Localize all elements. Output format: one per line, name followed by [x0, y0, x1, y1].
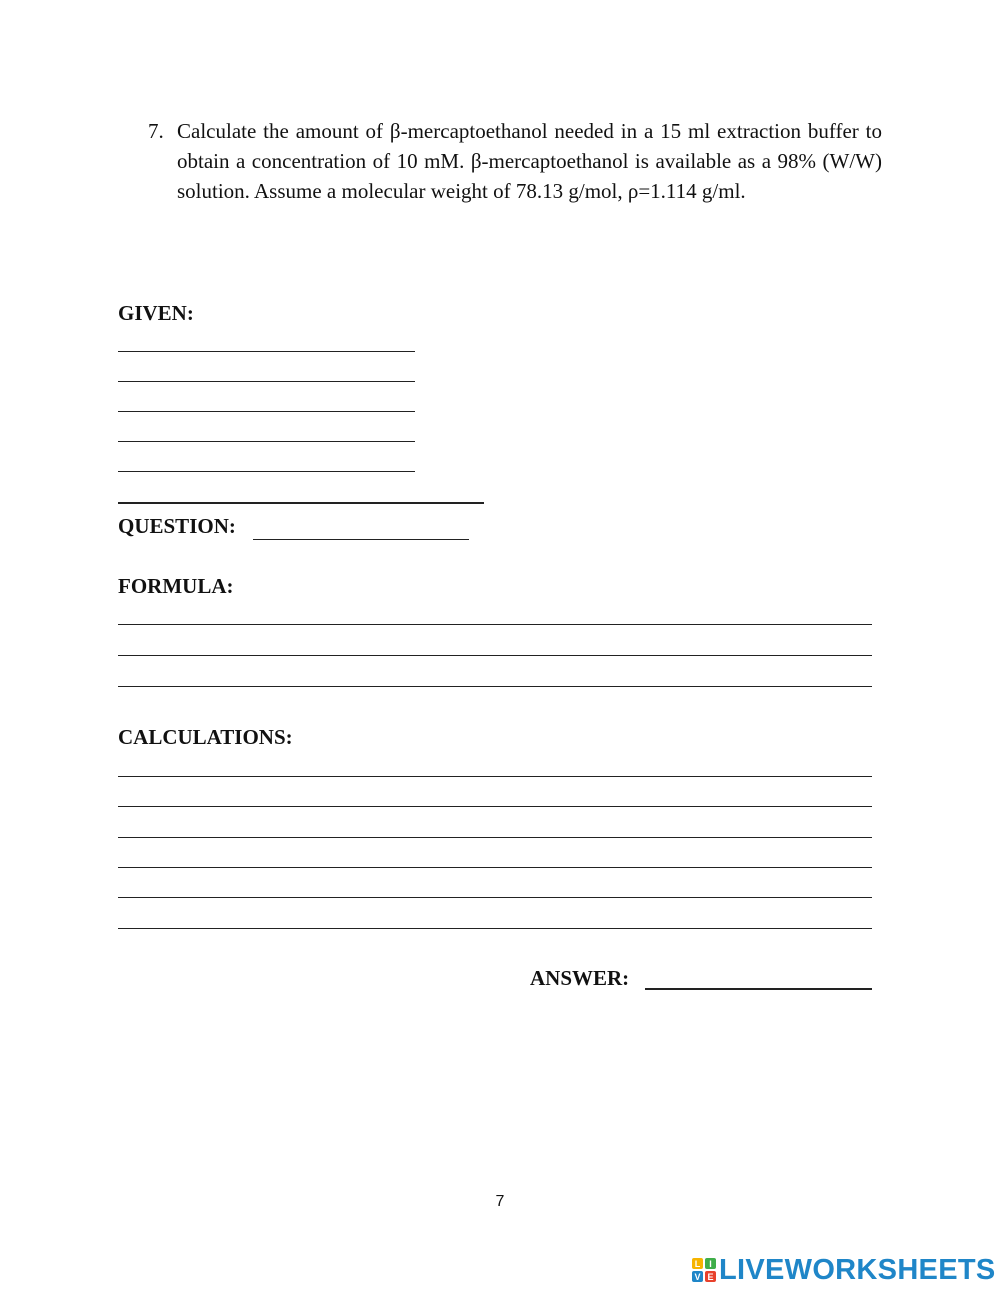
question-block [148, 116, 882, 206]
logo-letter-l: L [692, 1258, 703, 1269]
calculations-answer-line[interactable] [118, 928, 872, 929]
given-answer-line[interactable] [118, 351, 415, 352]
question-text: Calculate the amount of β-mercaptoethanol needed in a 15 ml extraction buffer to obtain a concentration of 10 mM. β-mercaptoethanol is available as a 98% (W/W) solution. Assume a molecular weight of 78.13 g/mol, ρ=1.114 g/ml. [177, 119, 882, 203]
liveworksheets-brand [692, 1254, 996, 1286]
formula-label: FORMULA: [118, 574, 234, 598]
answer-line[interactable] [645, 988, 872, 990]
logo-letter-e: E [705, 1271, 716, 1282]
brand-name: LIVEWORKSHEETS [719, 1253, 996, 1286]
calculations-answer-line[interactable] [118, 837, 872, 838]
given-answer-line[interactable] [118, 502, 484, 504]
formula-answer-line[interactable] [118, 655, 872, 656]
formula-answer-line[interactable] [118, 686, 872, 687]
calculations-answer-line[interactable] [118, 806, 872, 807]
logo-letter-v: V [692, 1271, 703, 1282]
calculations-answer-line[interactable] [118, 897, 872, 898]
given-answer-line[interactable] [118, 441, 415, 442]
calculations-answer-line[interactable] [118, 776, 872, 777]
question-number: 7. [148, 119, 164, 143]
formula-answer-line[interactable] [118, 624, 872, 625]
answer-label: ANSWER: [530, 966, 630, 990]
calculations-answer-line[interactable] [118, 867, 872, 868]
page-number: 7 [495, 1193, 505, 1210]
calculations-label: CALCULATIONS: [118, 725, 293, 749]
given-answer-line[interactable] [118, 411, 415, 412]
given-answer-line[interactable] [118, 471, 415, 472]
question-answer-line[interactable] [253, 539, 469, 540]
logo-letter-i: I [705, 1258, 716, 1269]
liveworksheets-logo-icon [692, 1258, 716, 1282]
given-answer-line[interactable] [118, 381, 415, 382]
given-label: GIVEN: [118, 301, 194, 325]
question-label: QUESTION: [118, 514, 236, 538]
